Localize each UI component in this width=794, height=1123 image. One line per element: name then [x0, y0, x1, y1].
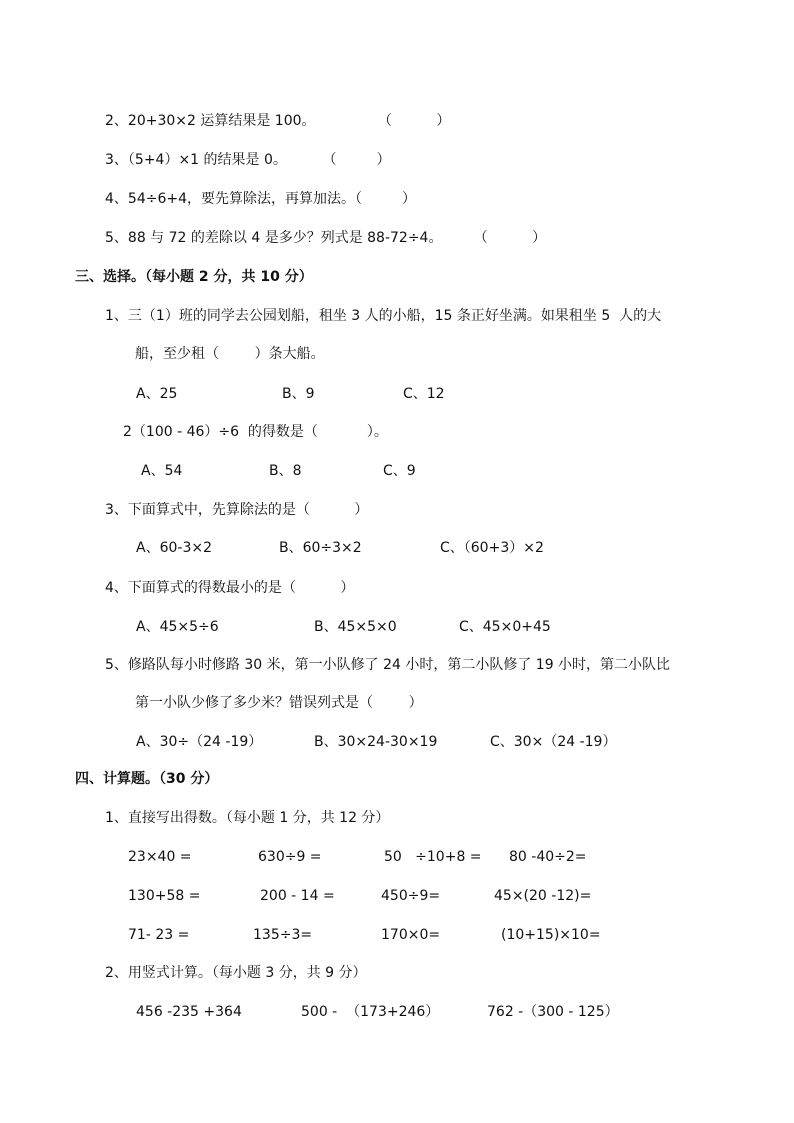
judge-q5: 5、88 与 72 的差除以 4 是多少？列式是 88-72÷4。 （ ）: [105, 230, 547, 246]
section-choice-title: 三、选择。（每小题 2 分，共 10 分）: [75, 269, 313, 285]
choice-q5-option-c: C、30×（24 -19）: [490, 734, 617, 750]
choice-q1-line1: 1、三（1）班的同学去公园划船，租坐 3 人的小船，15 条正好坐满。如果租坐 5 人的大: [105, 308, 662, 324]
choice-q3: 3、下面算式中，先算除法的是（ ）: [105, 502, 369, 518]
calc-r2-c3: 450÷9=: [381, 888, 441, 904]
calc-r1-c1: 23×40 =: [128, 849, 192, 865]
choice-q4: 4、下面算式的得数最小的是（ ）: [105, 580, 355, 596]
judge-q3: 3、（5+4）×1 的结果是 0。 （ ）: [105, 152, 391, 168]
calc-r4-c3: 762 -（300 - 125）: [487, 1004, 619, 1020]
judge-q2: 2、20+30×2 运算结果是 100。 （ ）: [105, 113, 451, 129]
calc-r1-c4: 80 -40÷2=: [509, 849, 587, 865]
choice-q4-option-a: A、45×5÷6: [136, 619, 219, 635]
choice-q5-option-b: B、30×24-30×19: [314, 734, 438, 750]
choice-q5-line1: 5、修路队每小时修路 30 米，第一小队修了 24 小时，第二小队修了 19 小时，第二小队比: [105, 657, 671, 673]
calc-r4-c2: 500 - （173+246）: [301, 1004, 440, 1020]
choice-q3-option-c: C、（60+3）×2: [440, 540, 544, 556]
choice-q3-option-b: B、60÷3×2: [279, 540, 362, 556]
choice-q2: 2（100 - 46）÷6 的得数是（ ）。: [123, 424, 388, 440]
calc-part1-title: 1、直接写出得数。（每小题 1 分，共 12 分）: [105, 810, 390, 826]
choice-q2-option-b: B、8: [269, 463, 302, 479]
choice-q2-option-a: A、54: [141, 463, 183, 479]
calc-r2-c2: 200 - 14 =: [260, 888, 335, 904]
calc-r2-c1: 130+58 =: [128, 888, 201, 904]
choice-q2-option-c: C、9: [383, 463, 416, 479]
choice-q3-option-a: A、60-3×2: [136, 540, 212, 556]
calc-r3-c1: 71- 23 =: [128, 927, 190, 943]
calc-r3-c4: (10+15)×10=: [501, 927, 601, 943]
calc-r1-c3: 50 ÷10+8 =: [384, 849, 482, 865]
choice-q1-option-b: B、9: [282, 386, 315, 402]
choice-q4-option-c: C、45×0+45: [459, 619, 551, 635]
choice-q1-line2: 船，至少租（ ）条大船。: [135, 346, 325, 362]
choice-q1-option-c: C、12: [403, 386, 445, 402]
judge-q4: 4、54÷6+4，要先算除法，再算加法。（ ）: [105, 191, 417, 207]
calc-r4-c1: 456 -235 +364: [136, 1004, 242, 1020]
calc-r1-c2: 630÷9 =: [258, 849, 322, 865]
calc-part2-title: 2、用竖式计算。（每小题 3 分，共 9 分）: [105, 965, 367, 981]
choice-q4-option-b: B、45×5×0: [314, 619, 397, 635]
choice-q1-option-a: A、25: [136, 386, 178, 402]
section-calc-title: 四、计算题。（30 分）: [75, 771, 219, 787]
choice-q5-line2: 第一小队少修了多少米？错误列式是（ ）: [135, 695, 423, 711]
calc-r3-c2: 135÷3=: [253, 927, 313, 943]
choice-q5-option-a: A、30÷（24 -19）: [136, 734, 263, 750]
calc-r3-c3: 170×0=: [381, 927, 441, 943]
calc-r2-c4: 45×(20 -12)=: [494, 888, 592, 904]
